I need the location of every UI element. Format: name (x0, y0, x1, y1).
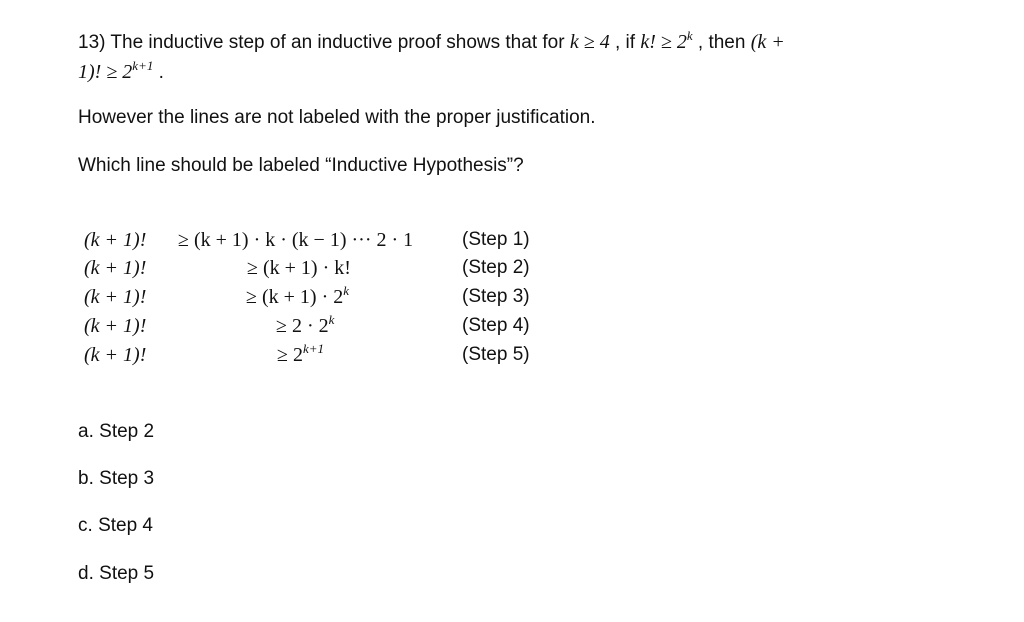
question-text-part2: , if (614, 32, 636, 53)
proof-lhs: (k + 1)! (84, 257, 147, 279)
hypothesis-expression: k! ≥ $2^k$ (640, 28, 693, 53)
choice-c[interactable] (78, 512, 153, 540)
step-label: (Step 2) (462, 257, 530, 278)
question-number: 13) (78, 32, 106, 53)
proof-lhs: (k + 1)! (84, 229, 147, 251)
proof-rhs: ≥ (k + 1) · k · (k − 1) ··· 2 · 1 (178, 229, 414, 251)
choice-text: Step 2 (99, 421, 155, 442)
choice-b[interactable] (78, 465, 154, 493)
question-line-1 (78, 28, 785, 57)
proof-rhs: ≥ (k + 1) · k! (247, 257, 351, 279)
choice-letter: c. (78, 515, 93, 536)
proof-lhs: (k + 1)! (84, 344, 147, 366)
prompt-question: Which line should be labeled “Inductive Hypothesis”? (78, 155, 524, 176)
question-text-part1: The inductive step of an inductive proof shows that for (110, 32, 565, 53)
conclusion-open: (k + (750, 31, 785, 53)
proof-lhs: (k + 1)! (84, 286, 147, 308)
question-text-part3: , then (697, 32, 746, 53)
step-label: (Step 3) (462, 286, 530, 307)
choice-d[interactable] (78, 560, 154, 588)
proof-rhs: ≥ $2^{k+1}$ (277, 341, 325, 366)
choice-text: Step 4 (98, 515, 153, 536)
question-line-2 (78, 58, 164, 87)
choice-letter: a. (78, 421, 94, 442)
step-label: (Step 1) (462, 229, 530, 250)
justification-note: However the lines are not labeled with the proper justification. (78, 107, 596, 128)
choice-text: Step 3 (99, 468, 155, 489)
conclusion-period: . (158, 62, 164, 83)
choice-a[interactable] (78, 418, 154, 446)
step-label: (Step 4) (462, 315, 530, 336)
proof-lhs: (k + 1)! (84, 315, 147, 337)
choice-text: Step 5 (99, 563, 155, 584)
choice-letter: d. (78, 563, 94, 584)
step-label: (Step 5) (462, 344, 530, 365)
condition-k-ge-4: k ≥ 4 (569, 31, 610, 53)
proof-rhs: ≥ $2 \cdot 2^k$ (276, 312, 335, 337)
choice-letter: b. (78, 468, 94, 489)
conclusion-expression: 1)! ≥ $2^{k+1}$ (78, 58, 154, 83)
proof-rhs: ≥ $(k + 1) \cdot 2^k$ (246, 283, 350, 308)
